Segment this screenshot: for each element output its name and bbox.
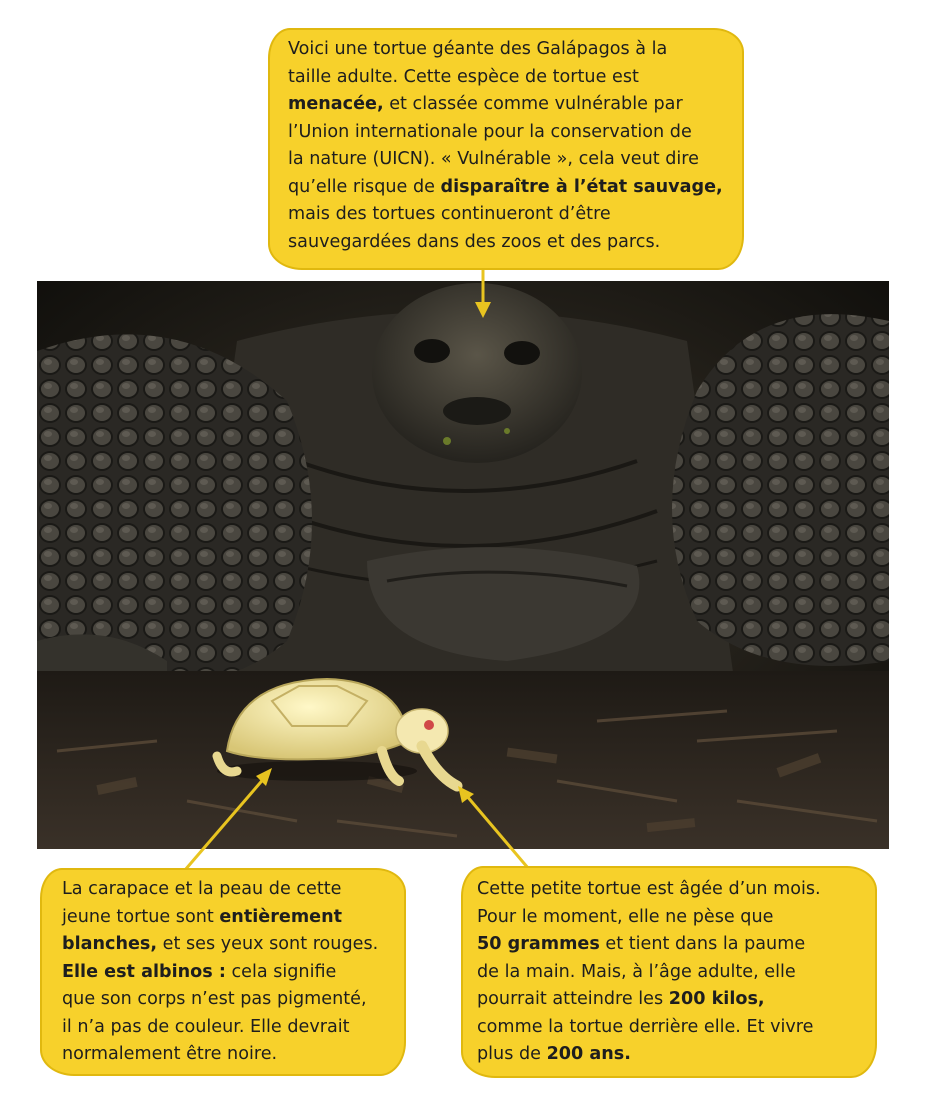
- keyword-menacee: menacée,: [288, 94, 384, 114]
- callout-adult-tortoise: [268, 28, 744, 270]
- callout-line: La carapace et la peau de cette: [62, 879, 342, 899]
- callout-line: la nature (UICN). « Vulnérable », cela veut dire: [288, 149, 699, 169]
- tortoise-photo: [37, 281, 889, 849]
- callout-line: comme la tortue derrière elle. Et vivre: [477, 1016, 814, 1037]
- callout-line: l’Union internationale pour la conservation de: [288, 121, 692, 142]
- callout-text: cela signifie: [225, 961, 337, 982]
- callout-line: [288, 174, 732, 202]
- callout-text: et tient dans la paume: [599, 934, 806, 954]
- keyword-entierement: entièrement: [219, 906, 343, 927]
- keyword-blanches: blanches,: [62, 934, 158, 954]
- keyword-disparaitre: disparaître à l’état sauvage,: [440, 176, 723, 197]
- callout-text: et ses yeux sont rouges.: [157, 934, 379, 954]
- keyword-50-grammes: 50 grammes: [477, 934, 600, 954]
- callout-line: [477, 931, 865, 959]
- keyword-albinos: Elle est albinos :: [62, 961, 226, 982]
- callout-line: de la main. Mais, à l’âge adulte, elle: [477, 961, 796, 982]
- callout-text: pourrait atteindre les: [477, 989, 669, 1009]
- callout-line: [477, 986, 865, 1014]
- callout-line: [62, 904, 394, 932]
- callout-line: il n’a pas de couleur. Elle devrait: [62, 1016, 350, 1037]
- callout-line: que son corps n’est pas pigmenté,: [62, 989, 367, 1009]
- callout-line: normalement être noire.: [62, 1044, 278, 1064]
- keyword-200-kilos: 200 kilos,: [668, 989, 765, 1009]
- callout-text: et classée comme vulnérable par: [383, 94, 683, 114]
- callout-text: jeune tortue sont: [62, 906, 220, 927]
- callout-line: Cette petite tortue est âgée d’un mois.: [477, 879, 821, 899]
- callout-line: [477, 1041, 865, 1069]
- photo-illustration: [37, 281, 889, 849]
- callout-line: sauvegardées dans des zoos et des parcs.: [288, 231, 661, 252]
- keyword-200-ans: 200 ans.: [546, 1044, 631, 1064]
- callout-line: [288, 91, 732, 119]
- callout-text: plus de: [477, 1044, 547, 1064]
- callout-line: [62, 959, 394, 987]
- callout-line: taille adulte. Cette espèce de tortue est: [288, 66, 639, 87]
- callout-line: Voici une tortue géante des Galápagos à la: [288, 39, 668, 59]
- callout-line: [62, 931, 394, 959]
- callout-albino-description: [40, 868, 406, 1076]
- callout-baby-facts: [461, 866, 877, 1078]
- callout-line: Pour le moment, elle ne pèse que: [477, 906, 774, 927]
- callout-line: mais des tortues continueront d’être: [288, 204, 611, 224]
- callout-text: qu’elle risque de: [288, 176, 441, 197]
